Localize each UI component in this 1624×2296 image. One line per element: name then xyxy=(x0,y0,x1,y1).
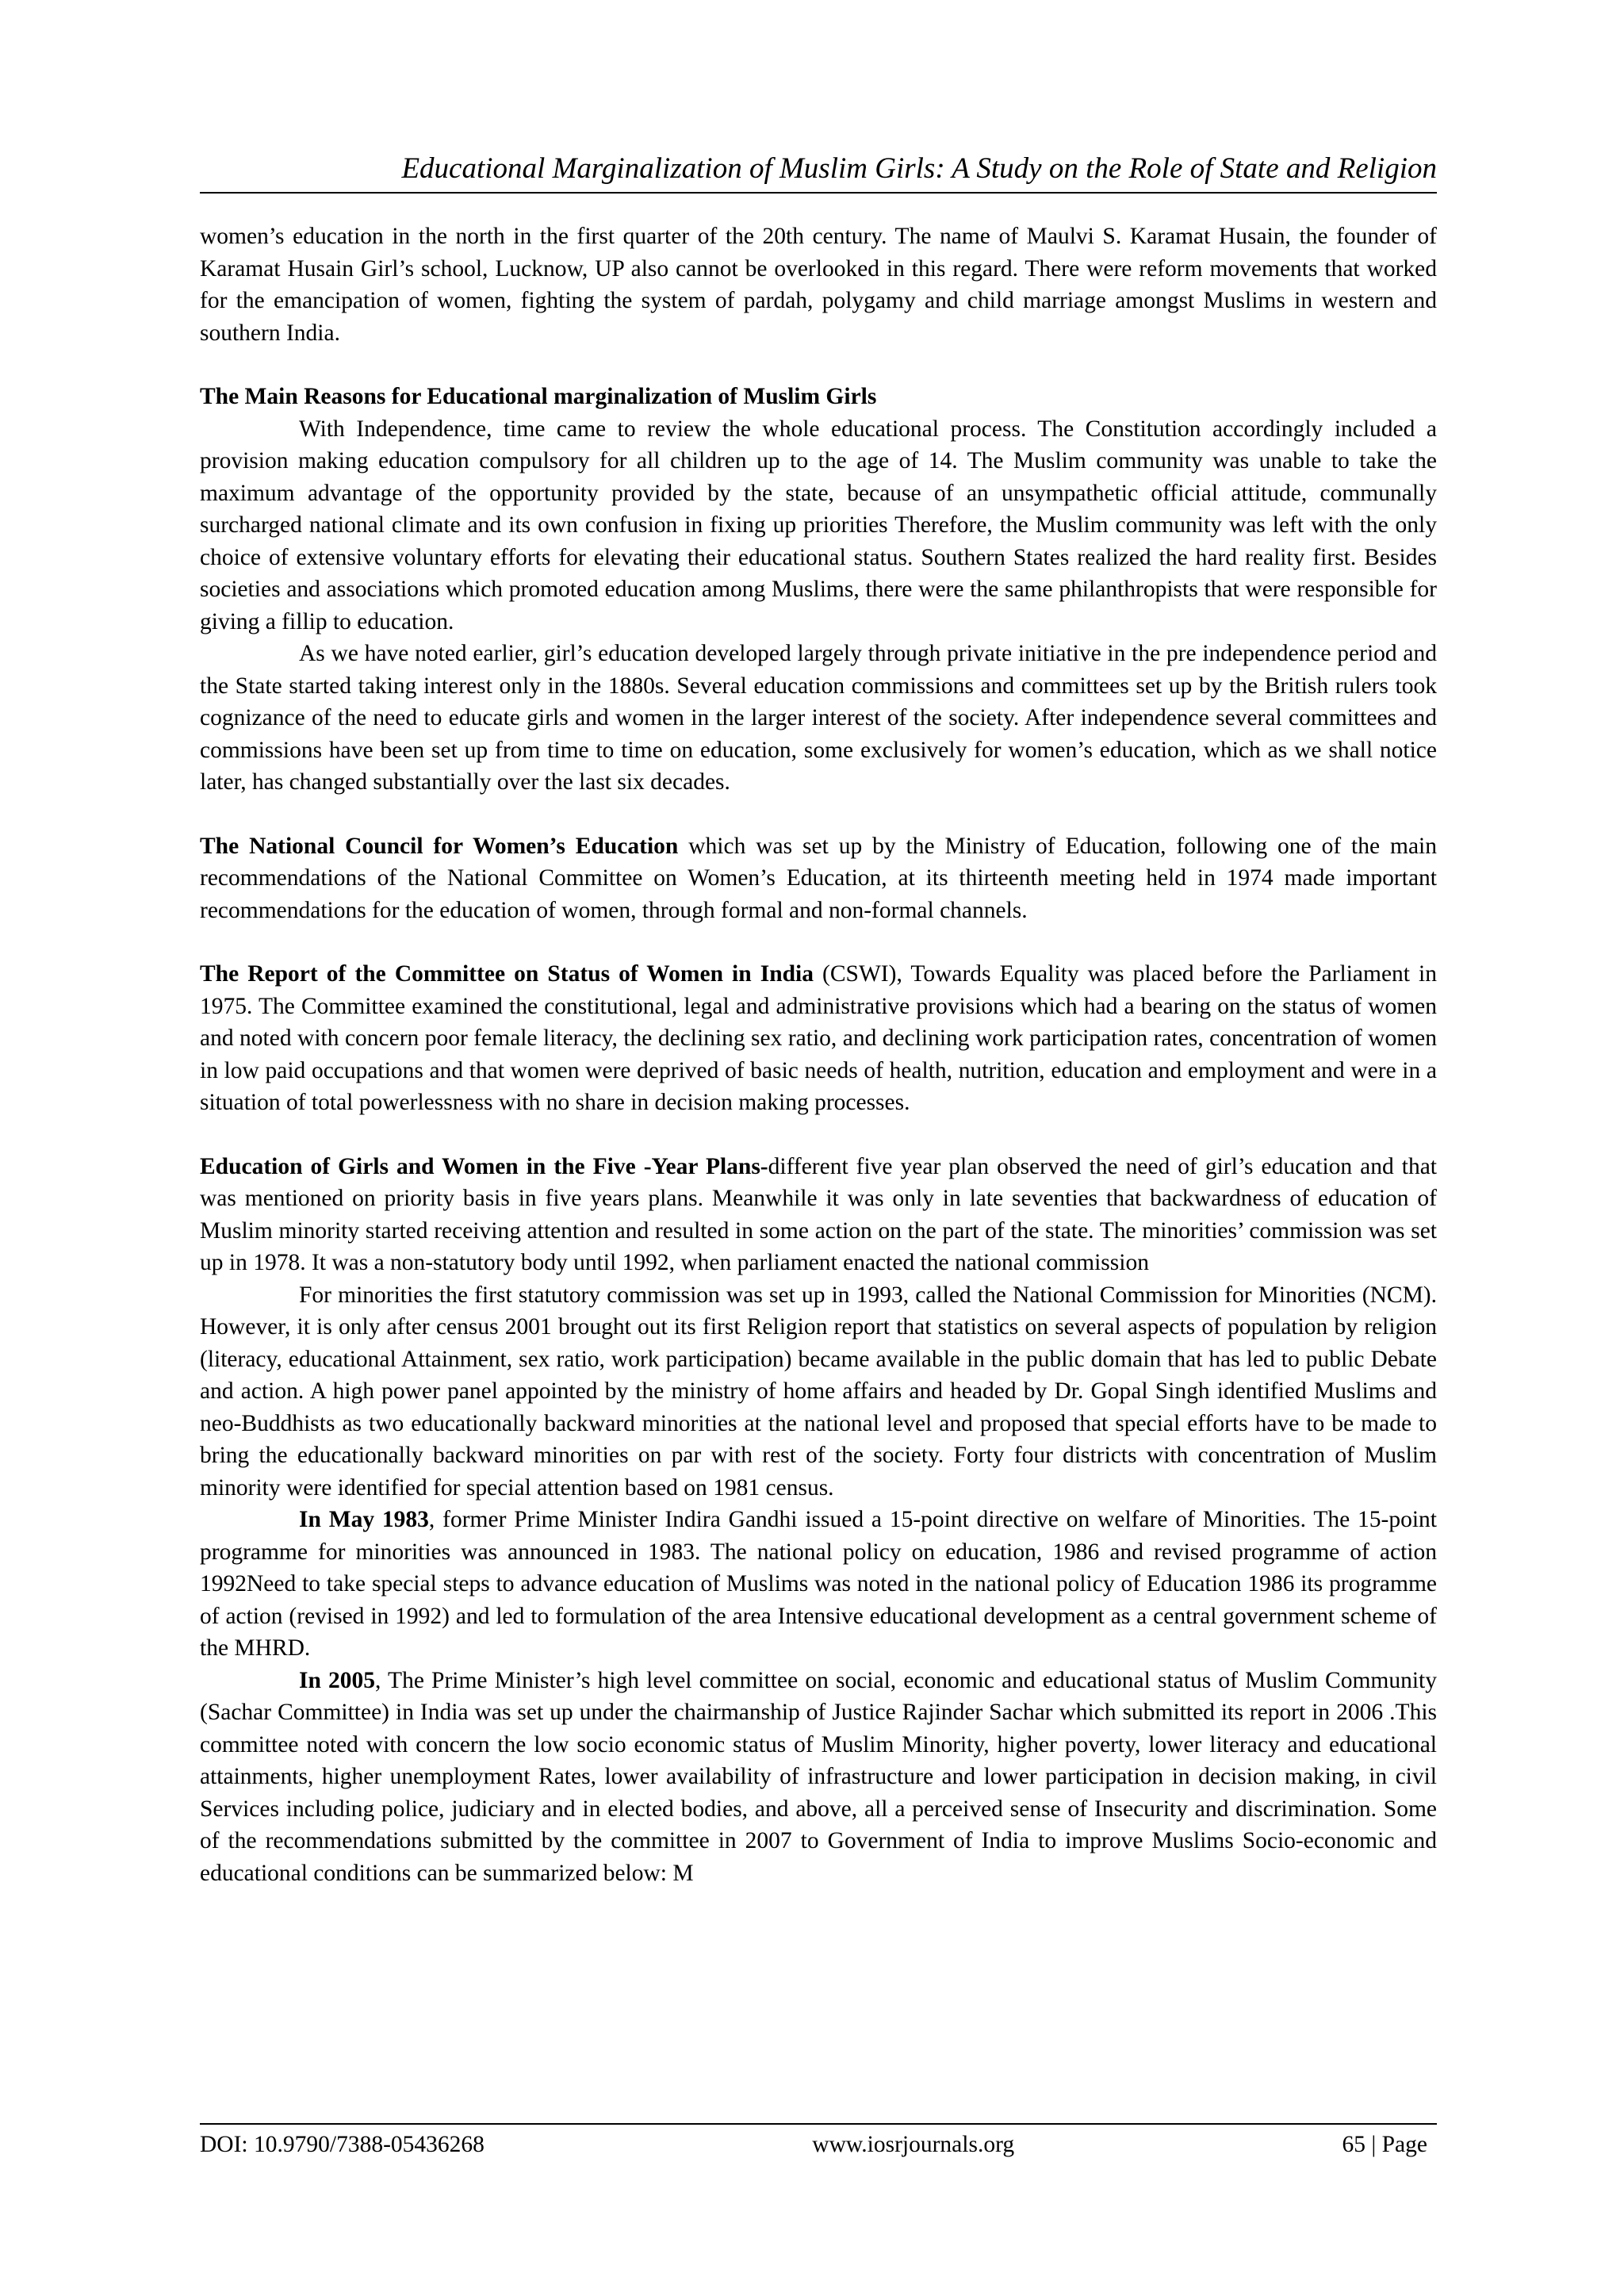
footer-page-number: 65 | Page xyxy=(1342,2132,1427,2157)
paragraph-5-body: (CSWI), Towards Equality was placed before the Parliament in 1975. The Committee examined the constitutional, legal and administrative provisions which had a bearing on the status of women and noted with concern poor female literacy, the declining sex ratio, and declining work participation rates, concentration of women in low paid occupations and that women were deprived of basic needs of health, nutrition, education and employment and were in a situation of total powerlessness with no share in decision making processes. xyxy=(200,961,1438,1115)
body-text xyxy=(200,220,1437,1889)
header-rule xyxy=(200,192,1437,194)
paragraph-4-body: which was set up by the Ministry of Education, following one of the main recommendations of the National Committee on Women’s Education, at its thirteenth meeting held in 1974 made important recommendations for the education of women, through formal and non-formal channels. xyxy=(200,833,1437,923)
paragraph-6-body: different five year plan observed the need of girl’s education and that was mentioned on priority basis in five years plans. Meanwhile it was only in late seventies that backwardness of education of Muslim minority started receiving attention and resulted in some action on the part of the state. The minorities’ commission was set up in 1978. It was a non-statutory body until 1992, when parliament enacted the national commission xyxy=(200,1153,1437,1275)
paragraph-6-lead: Education of Girls and Women in the Five -Year Plans- xyxy=(200,1153,768,1179)
section-heading: The Main Reasons for Educational marginalization of Muslim Girls xyxy=(200,384,877,409)
paragraph-4-lead: The National Council for Women’s Education xyxy=(200,833,679,859)
paragraph-5-lead: The Report of the Committee on Status of Women in India xyxy=(200,961,814,987)
paragraph-6 xyxy=(200,1151,1437,1279)
footer-doi: DOI: 10.9790/7388-05436268 xyxy=(200,2132,485,2157)
paragraph-7: For minorities the first statutory commission was set up in 1993, called the National Commission for Minorities (NCM). However, it is only after census 2001 brought out its first Religion report that statistics on several aspects of population by religion (literacy, educational Attainment, sex ratio, work participation) became available in the public domain that has led to public Debate and action. A high power panel appointed by the ministry of home affairs and headed by Dr. Gopal Singh identified Muslims and neo-Buddhists as two educationally backward minorities at the national level and proposed that special efforts have to be made to bring the educationally backward minorities on par with rest of the society. Forty four districts with concentration of Muslim minority were identified for special attention based on 1981 census. xyxy=(200,1282,1437,1501)
paragraph-9 xyxy=(200,1665,1437,1890)
paragraph-8-lead: In May 1983 xyxy=(299,1507,429,1532)
page-footer xyxy=(200,2129,1437,2160)
footer-website: www.iosrjournals.org xyxy=(812,2132,1015,2157)
running-header: Educational Marginalization of Muslim Girls: A Study on the Role of State and Religion xyxy=(401,152,1437,185)
paragraph-2: With Independence, time came to review the whole educational process. The Constitution accordingly included a provision making education compulsory for all children up to the age of 14. The Muslim community was unable to take the maximum advantage of the opportunity provided by the state, because of an unsympathetic official attitude, communally surcharged national climate and its own confusion in fixing up priorities Therefore, the Muslim community was left with the only choice of extensive voluntary efforts for elevating their educational status. Southern States realized the hard reality first. Besides societies and associations which promoted education among Muslims, there were the same philanthropists that were responsible for giving a fillip to education. xyxy=(200,416,1437,634)
paragraph-8 xyxy=(200,1504,1437,1665)
paragraph-8-body: , former Prime Minister Indira Gandhi issued a 15-point directive on welfare of Minorities. The 15-point programme for minorities was announced in 1983. The national policy on education, 1986 and revised programme of action 1992Need to take special steps to advance education of Muslims was noted in the national policy of Education 1986 its programme of action (revised in 1992) and led to formulation of the area Intensive educational development as a central government scheme of the MHRD. xyxy=(200,1507,1437,1661)
paragraph-9-lead: In 2005 xyxy=(299,1667,376,1693)
paragraph-9-body: , The Prime Minister’s high level committee on social, economic and educational status of Muslim Community (Sachar Committee) in India was set up under the chairmanship of Justice Rajinder Sachar which submitted its report in 2006 .This committee noted with concern the low socio economic status of Muslim Minority, higher poverty, lower literacy and educational attainments, higher unemployment Rates, lower availability of infrastructure and lower participation in decision making, in civil Services including police, judiciary and in elected bodies, and above, all a perceived sense of Insecurity and discrimination. Some of the recommendations submitted by the committee in 2007 to Government of India to improve Muslims Socio-economic and educational conditions can be summarized below: M xyxy=(200,1667,1437,1886)
paragraph-1: women’s education in the north in the first quarter of the 20th century. The name of Maulvi S. Karamat Husain, the founder of Karamat Husain Girl’s school, Lucknow, UP also cannot be overlooked in this regard. There were reform movements that worked for the emancipation of women, fighting the system of pardah, polygamy and child marriage amongst Muslims in western and southern India. xyxy=(200,224,1437,346)
paragraph-5 xyxy=(200,958,1437,1119)
paragraph-3: As we have noted earlier, girl’s education developed largely through private initiative in the pre independence period and the State started taking interest only in the 1880s. Several education commissions and committees set up by the British rulers took cognizance of the need to educate girls and women in the larger interest of the society. After independence several committees and commissions have been set up from time to time on education, some exclusively for women’s education, which as we shall notice later, has changed substantially over the last six decades. xyxy=(200,641,1437,795)
footer-rule xyxy=(200,2123,1437,2125)
paragraph-4 xyxy=(200,830,1437,927)
